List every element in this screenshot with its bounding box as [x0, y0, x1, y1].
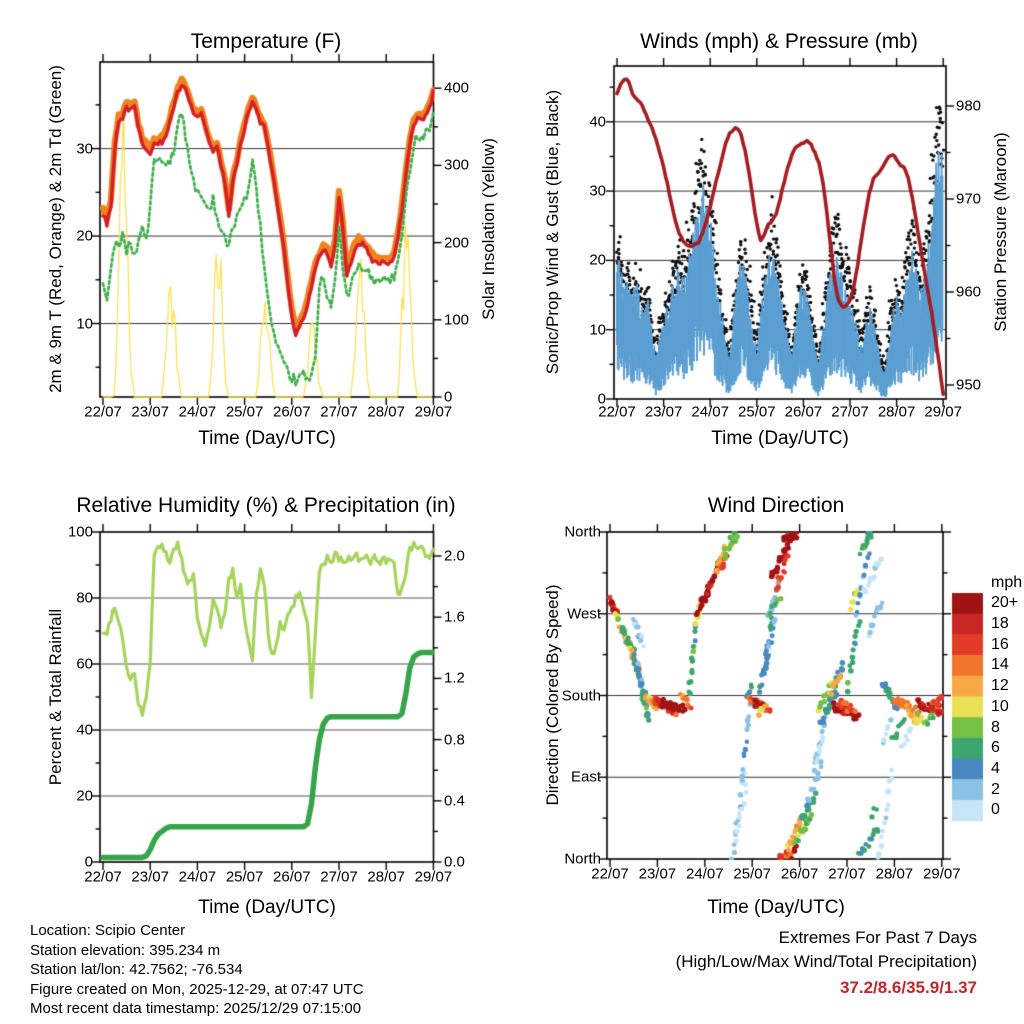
wind-y-tick: 0: [597, 390, 606, 408]
x-tick-label: 27/07: [828, 865, 866, 883]
pressure-y-tick: 970: [956, 190, 982, 208]
humidity-ylabel-left: Percent & Total Rainfall: [46, 608, 65, 786]
colorbar-tick-label: 14: [991, 656, 1009, 674]
x-tick-label: 26/07: [780, 865, 819, 883]
x-tick-label: 23/07: [638, 865, 677, 883]
x-tick-label: 28/07: [367, 868, 405, 886]
winds-pressure-title: Winds (mph) & Pressure (mb): [640, 30, 918, 53]
wind-y-tick: 20: [589, 251, 606, 269]
colorbar-tick-label: 0: [991, 801, 1000, 819]
x-tick-label: 22/07: [598, 403, 636, 421]
precip-y-tick: 1.6: [444, 608, 465, 626]
rh-y-tick: 60: [76, 655, 93, 673]
x-tick-label: 25/07: [225, 403, 264, 421]
x-tick-label: 24/07: [691, 403, 729, 421]
direction-y-tick: South: [561, 687, 601, 704]
precip-y-tick: 0.0: [444, 853, 465, 871]
footer-block: [30, 921, 364, 1019]
temp-y-tick: 20: [76, 227, 93, 245]
x-tick-label: 27/07: [320, 403, 358, 421]
colorbar-tick-label: 8: [991, 718, 1000, 736]
colorbar-tick-label: 12: [991, 677, 1009, 695]
x-tick-label: 26/07: [784, 403, 823, 421]
x-tick-label: 24/07: [686, 865, 724, 883]
wind-direction-title: Wind Direction: [707, 494, 845, 517]
x-tick-label: 28/07: [367, 403, 405, 421]
direction-y-tick: North: [564, 850, 601, 868]
x-tick-label: 23/07: [644, 403, 683, 421]
rh-y-tick: 0: [84, 853, 93, 871]
direction-ylabel-left: Direction (Colored By Speed): [543, 584, 562, 806]
direction-y-tick: West: [567, 605, 601, 623]
pressure-y-tick: 960: [956, 283, 982, 301]
precip-y-tick: 2.0: [444, 547, 465, 565]
x-tick-label: 29/07: [923, 865, 961, 883]
rh-y-tick: 20: [76, 787, 93, 805]
colorbar-tick-label: 6: [991, 739, 1000, 757]
x-tick-label: 27/07: [831, 403, 869, 421]
footer-timestamp: Most recent data timestamp: 2025/12/29 07:15:00: [30, 1000, 362, 1017]
wind-y-tick: 30: [589, 182, 606, 200]
x-tick-label: 25/07: [733, 865, 771, 883]
precip-y-tick: 1.2: [444, 669, 465, 687]
pressure-y-tick: 950: [956, 376, 982, 394]
colorbar-tick-label: 10: [991, 697, 1009, 715]
footer-created: Figure created on Mon, 2025-12-29, at 07:47 UTC: [30, 980, 364, 998]
extremes-title: Extremes For Past 7 Days: [778, 928, 977, 947]
x-tick-label: 29/07: [414, 868, 453, 886]
colorbar-tick-label: 16: [991, 635, 1009, 653]
temperature-xlabel: Time (Day/UTC): [198, 428, 336, 449]
wind-y-tick: 10: [589, 321, 606, 339]
x-tick-label: 24/07: [178, 868, 217, 886]
winds-xlabel: Time (Day/UTC): [711, 428, 849, 449]
footer-latlon: Station lat/lon: 42.7562; -76.534: [30, 961, 243, 978]
precip-y-tick: 0.4: [444, 792, 465, 810]
x-tick-label: 29/07: [414, 403, 453, 421]
x-tick-label: 29/07: [924, 403, 962, 421]
colorbar-tick-label: 2: [991, 780, 1000, 798]
x-tick-label: 23/07: [131, 868, 169, 886]
precip-y-tick: 0.8: [444, 731, 465, 749]
extremes-subtitle: (High/Low/Max Wind/Total Precipitation): [675, 952, 977, 971]
rh-y-tick: 40: [76, 721, 93, 739]
colorbar-title: mph: [991, 574, 1023, 591]
x-tick-label: 22/07: [591, 865, 629, 883]
x-tick-label: 22/07: [84, 403, 122, 421]
wind-ylabel-left: Sonic/Prop Wind & Gust (Blue, Black): [543, 89, 562, 375]
x-tick-label: 22/07: [84, 868, 122, 886]
colorbar-tick-label: 18: [991, 615, 1009, 633]
x-tick-label: 26/07: [273, 868, 311, 886]
rh-y-tick: 80: [76, 589, 93, 607]
footer-elevation: Station elevation: 395.234 m: [30, 941, 221, 959]
x-tick-label: 25/07: [225, 868, 264, 886]
x-tick-label: 24/07: [178, 403, 217, 421]
colorbar-tick-label: 4: [991, 759, 1000, 777]
direction-y-tick: East: [570, 768, 601, 786]
pressure-ylabel-right: Station Pressure (Maroon): [991, 132, 1010, 332]
rh-y-tick: 100: [67, 523, 93, 541]
x-tick-label: 26/07: [273, 403, 311, 421]
solar-y-tick: 400: [444, 79, 470, 97]
extremes-values: 37.2/8.6/35.9/1.37: [839, 978, 977, 997]
solar-y-tick: 0: [444, 388, 453, 406]
footer-location: Location: Scipio Center: [30, 922, 186, 939]
humidity-xlabel: Time (Day/UTC): [198, 897, 336, 918]
x-tick-label: 27/07: [320, 868, 358, 886]
pressure-y-tick: 980: [956, 97, 982, 115]
temperature-ylabel-left: 2m & 9m T (Red, Orange) & 2m Td (Green): [46, 65, 65, 393]
solar-y-tick: 200: [444, 234, 470, 252]
temp-y-tick: 10: [76, 315, 93, 333]
x-tick-label: 25/07: [738, 403, 776, 421]
temperature-title: Temperature (F): [190, 30, 342, 53]
colorbar-tick-label: 20+: [991, 594, 1019, 612]
solar-y-tick: 300: [444, 156, 470, 174]
wind-direction-xlabel: Time (Day/UTC): [707, 897, 845, 918]
x-tick-label: 23/07: [131, 403, 169, 421]
solar-y-tick: 100: [444, 311, 470, 329]
x-tick-label: 28/07: [877, 403, 916, 421]
direction-y-tick: North: [564, 523, 601, 541]
humidity-precip-title: Relative Humidity (%) & Precipitation (in): [76, 494, 456, 517]
wind-y-tick: 40: [589, 113, 606, 131]
temp-y-tick: 30: [76, 140, 93, 158]
solar-ylabel-right: Solar Insolation (Yellow): [479, 138, 498, 320]
x-tick-label: 28/07: [875, 865, 914, 883]
